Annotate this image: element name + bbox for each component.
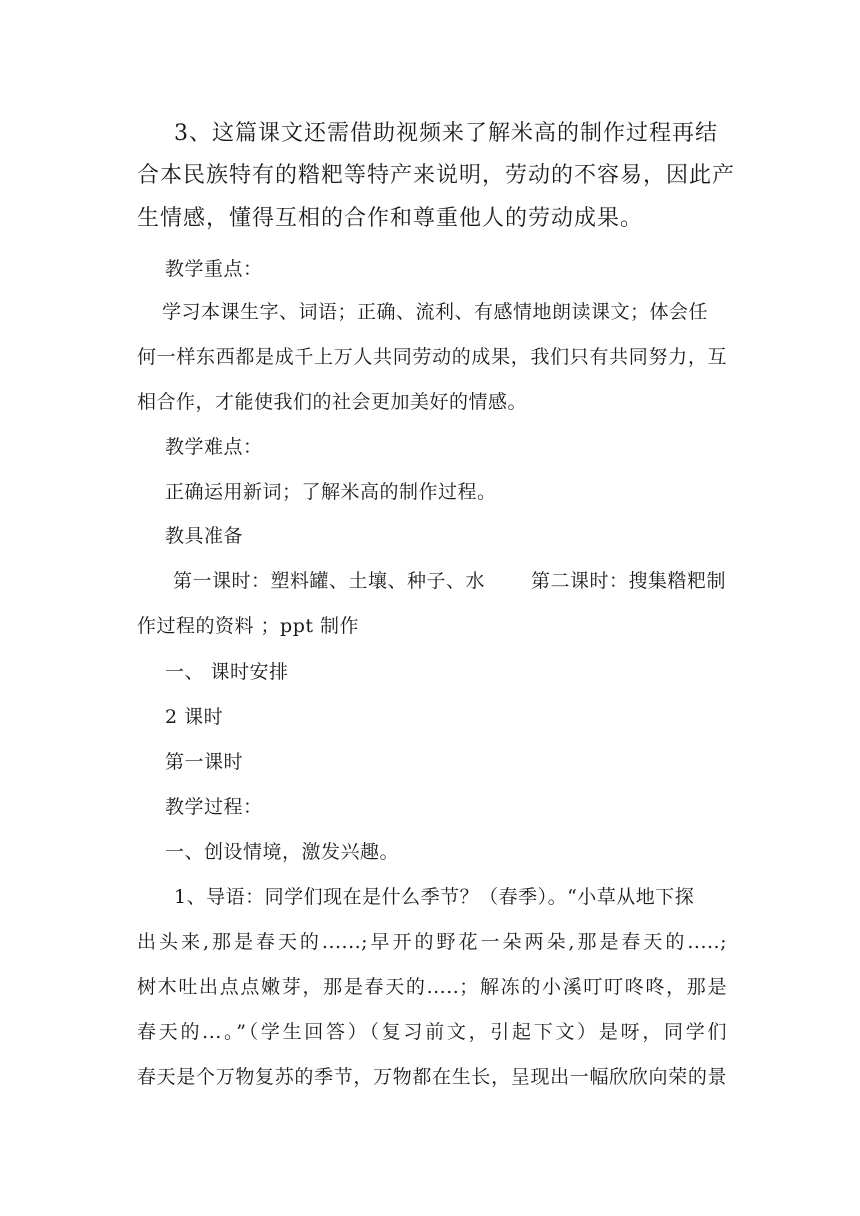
key-points-line-2: 何一样东西都是成千上万人共同劳动的成果，我们只有共同努力，互 — [137, 346, 727, 368]
intro-line-2: 合本民族特有的糌粑等特产来说明，劳动的不容易，因此产 — [137, 163, 736, 188]
key-points-line-3: 相合作，才能使我们的社会更加美好的情感。 — [137, 391, 528, 413]
key-points-line-1: 学习本课生字、词语；正确、流利、有感情地朗读课文；体会任 — [162, 301, 709, 323]
materials-line-1a: 第一课时：塑料罐、土壤、种子、水 — [173, 570, 486, 592]
difficulties-line-1: 正确运用新词；了解米高的制作过程。 — [165, 481, 497, 503]
difficulties-heading: 教学难点： — [165, 436, 263, 458]
lesson-title: 第一课时 — [165, 751, 244, 773]
materials-line-1b: 第二课时：搜集糌粑制 — [531, 570, 727, 592]
materials-line-2: 作过程的资料 ；ppt 制作 — [137, 615, 360, 637]
materials-heading: 教具准备 — [165, 525, 244, 547]
intro-step-line-4: 春天的...。”（学生回答）（复习前文，引起下文）是呀，同学们 — [137, 1021, 727, 1043]
schedule-count: 2 课时 — [165, 706, 224, 728]
process-heading: 教学过程： — [165, 796, 263, 818]
step-1-heading: 一、创设情境，激发兴趣。 — [165, 841, 400, 863]
intro-line-1: 3、这篇课文还需借助视频来了解米高的制作过程再结 — [174, 121, 718, 146]
key-points-heading: 教学重点： — [165, 258, 263, 280]
intro-step-line-1: 1、导语：同学们现在是什么季节？（春季）。“小草从地下探 — [174, 886, 695, 908]
schedule-heading: 一、 课时安排 — [165, 661, 289, 683]
intro-line-3: 生情感，懂得互相的合作和尊重他人的劳动成果。 — [137, 206, 644, 231]
intro-step-line-5: 春天是个万物复苏的季节，万物都在生长，呈现出一幅欣欣向荣的景 — [137, 1066, 727, 1088]
intro-step-line-3: 树木吐出点点嫩芽，那是春天的.....；解冻的小溪叮叮咚咚，那是 — [137, 976, 727, 998]
intro-step-line-2: 出头来,那是春天的......;早开的野花一朵两朵,那是春天的.....; — [137, 931, 727, 953]
